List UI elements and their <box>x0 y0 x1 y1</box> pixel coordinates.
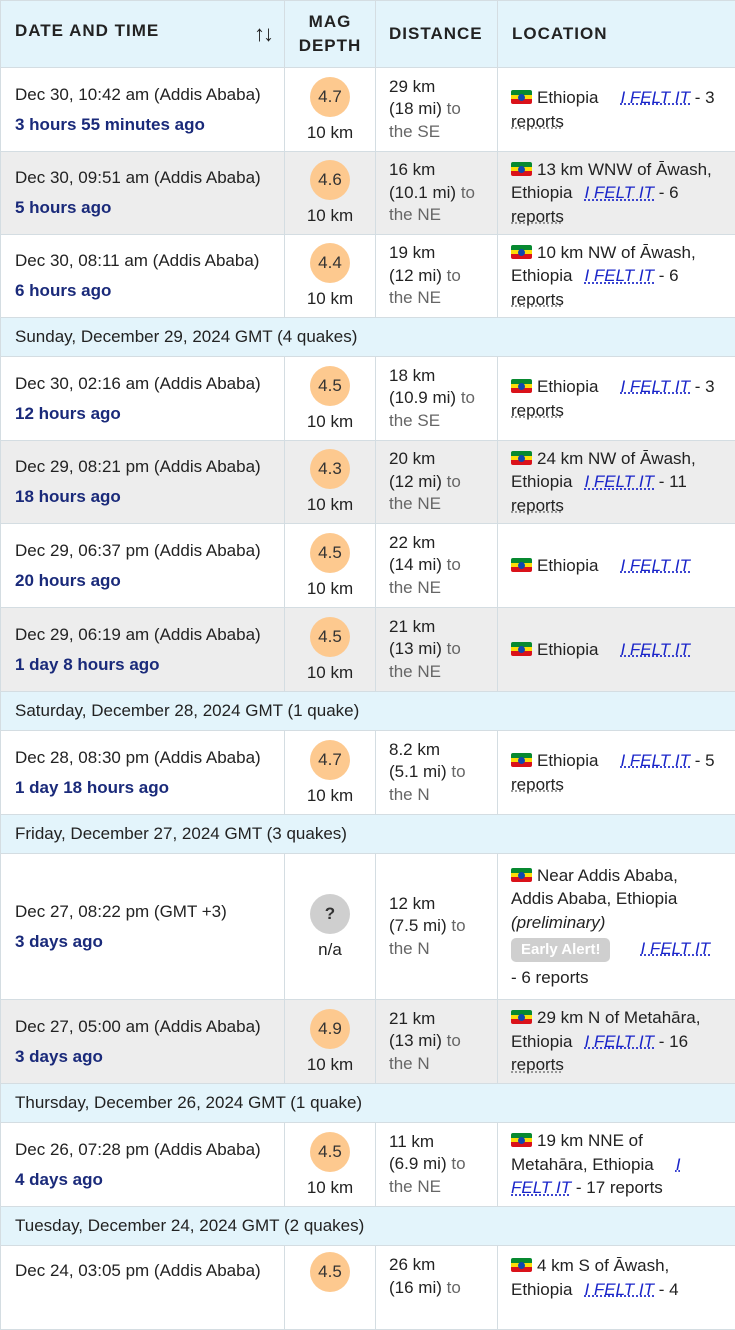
local-time: Dec 30, 08:11 am (Addis Ababa) <box>15 246 283 276</box>
ethiopia-flag-icon <box>511 1010 532 1024</box>
magnitude-badge: 4.9 <box>310 1009 350 1049</box>
ethiopia-flag-icon <box>511 162 532 176</box>
location-name[interactable]: Ethiopia <box>537 556 598 575</box>
i-felt-it-link[interactable]: I FELT IT <box>620 377 690 396</box>
distance-km: 22 km <box>389 532 496 555</box>
distance-cell <box>376 1246 498 1330</box>
i-felt-it-link[interactable]: I FELT IT <box>584 472 654 491</box>
reports-count: - 3 <box>690 377 715 396</box>
local-time: Dec 24, 03:05 pm (Addis Ababa) <box>15 1256 283 1286</box>
mag-depth-cell <box>285 1246 376 1330</box>
location-region[interactable]: Addis Ababa, Ethiopia <box>511 887 725 911</box>
distance-cell <box>376 1000 498 1084</box>
location-cell <box>498 1246 735 1330</box>
distance-to: to <box>447 1031 461 1050</box>
location-name[interactable]: 29 km N of Metahāra, <box>537 1008 700 1027</box>
time-cell <box>1 731 285 815</box>
distance-to: to <box>447 472 461 491</box>
distance-to: to <box>461 183 475 202</box>
local-time: Dec 30, 09:51 am (Addis Ababa) <box>15 163 283 193</box>
table-row[interactable] <box>1 731 735 815</box>
ethiopia-flag-icon <box>511 1133 532 1147</box>
reports-count: - 11 <box>654 472 687 491</box>
mag-depth-cell <box>285 1123 376 1207</box>
table-row[interactable] <box>1 152 735 235</box>
time-ago: 12 hours ago <box>15 399 283 429</box>
header-location[interactable]: LOCATION <box>498 1 735 68</box>
distance-to: to <box>461 388 475 407</box>
distance-cell <box>376 608 498 692</box>
table-row[interactable] <box>1 608 735 692</box>
location-name[interactable]: Ethiopia <box>537 377 598 396</box>
day-heading: Saturday, December 28, 2024 GMT (1 quake) <box>1 692 735 731</box>
time-cell <box>1 854 285 1000</box>
day-heading: Thursday, December 26, 2024 GMT (1 quake) <box>1 1084 735 1123</box>
local-time: Dec 27, 05:00 am (Addis Ababa) <box>15 1012 283 1042</box>
location-country[interactable]: Ethiopia <box>511 1280 572 1299</box>
location-cell <box>498 68 735 152</box>
day-separator <box>1 318 735 357</box>
time-ago: 4 days ago <box>15 1165 283 1195</box>
reports-count: - 5 <box>690 751 715 770</box>
mag-depth-cell <box>285 854 376 1000</box>
distance-to: to <box>451 1154 465 1173</box>
header-date-time[interactable] <box>1 1 285 68</box>
depth-value: n/a <box>285 940 375 960</box>
distance-mi: (12 mi) <box>389 266 442 285</box>
distance-mi: (13 mi) <box>389 1031 442 1050</box>
reports-count: - 6 <box>654 183 679 202</box>
mag-depth-cell <box>285 731 376 815</box>
location-name[interactable]: Near Addis Ababa, <box>537 866 678 885</box>
distance-cell <box>376 441 498 524</box>
time-cell <box>1 1246 285 1330</box>
magnitude-badge: 4.5 <box>310 617 350 657</box>
magnitude-badge: 4.6 <box>310 160 350 200</box>
ethiopia-flag-icon <box>511 245 532 259</box>
distance-to: to <box>447 639 461 658</box>
time-cell <box>1 68 285 152</box>
table-row[interactable] <box>1 1123 735 1207</box>
reports-link[interactable]: - 6 reports <box>511 966 725 990</box>
magnitude-badge: 4.7 <box>310 740 350 780</box>
magnitude-badge: 4.5 <box>310 366 350 406</box>
i-felt-it-link[interactable]: I FELT IT <box>620 556 690 575</box>
reports-count: - 16 <box>654 1032 688 1051</box>
location-cell <box>498 854 735 1000</box>
local-time: Dec 29, 08:21 pm (Addis Ababa) <box>15 452 283 482</box>
header-depth-label: DEPTH <box>285 34 375 58</box>
time-cell <box>1 1123 285 1207</box>
table-row[interactable] <box>1 524 735 608</box>
i-felt-it-link-cont[interactable]: FELT IT <box>511 1178 571 1197</box>
location-cell <box>498 731 735 815</box>
location-name[interactable]: Ethiopia <box>537 751 598 770</box>
time-cell <box>1 524 285 608</box>
table-row[interactable] <box>1 235 735 318</box>
local-time: Dec 30, 10:42 am (Addis Ababa) <box>15 80 283 110</box>
table-row[interactable] <box>1 1000 735 1084</box>
i-felt-it-link[interactable]: I FELT IT <box>620 88 690 107</box>
day-separator <box>1 815 735 854</box>
distance-cell <box>376 235 498 318</box>
location-country[interactable]: Ethiopia <box>511 1032 572 1051</box>
distance-direction: the N <box>389 784 496 807</box>
ethiopia-flag-icon <box>511 451 532 465</box>
distance-mi: (13 mi) <box>389 639 442 658</box>
time-ago: 20 hours ago <box>15 566 283 596</box>
mag-depth-cell <box>285 524 376 608</box>
distance-km: 26 km <box>389 1254 496 1277</box>
location-name[interactable]: 13 km WNW of Āwash, <box>537 160 712 179</box>
day-heading: Friday, December 27, 2024 GMT (3 quakes) <box>1 815 735 854</box>
table-header <box>1 1 735 68</box>
mag-depth-cell <box>285 357 376 441</box>
header-date-time-label: DATE AND TIME <box>15 21 159 40</box>
i-felt-it-link[interactable]: I FELT IT <box>620 751 690 770</box>
sort-arrows-icon[interactable]: ↑↓ <box>254 21 272 47</box>
preliminary-note: (preliminary) <box>511 911 725 935</box>
location-cell <box>498 441 735 524</box>
distance-km: 12 km <box>389 893 496 916</box>
mag-depth-cell <box>285 441 376 524</box>
local-time: Dec 28, 08:30 pm (Addis Ababa) <box>15 743 283 773</box>
distance-to: to <box>447 99 461 118</box>
time-cell <box>1 152 285 235</box>
magnitude-badge: 4.3 <box>310 449 350 489</box>
magnitude-badge: 4.4 <box>310 243 350 283</box>
depth-value: 10 km <box>285 412 375 432</box>
reports-link[interactable]: reports <box>511 290 564 309</box>
time-ago: 18 hours ago <box>15 482 283 512</box>
distance-direction: the SE <box>389 410 496 433</box>
distance-mi: (12 mi) <box>389 472 442 491</box>
location-cell <box>498 357 735 441</box>
distance-to: to <box>447 1278 461 1297</box>
time-ago: 3 days ago <box>15 927 283 957</box>
local-time: Dec 30, 02:16 am (Addis Ababa) <box>15 369 283 399</box>
local-time: Dec 29, 06:19 am (Addis Ababa) <box>15 620 283 650</box>
time-ago: 6 hours ago <box>15 276 283 306</box>
location-country[interactable]: Ethiopia <box>511 266 572 285</box>
location-name[interactable]: 24 km NW of Āwash, <box>537 449 696 468</box>
distance-km: 29 km <box>389 76 496 99</box>
depth-value: 10 km <box>285 1055 375 1075</box>
distance-km: 20 km <box>389 448 496 471</box>
magnitude-badge: 4.5 <box>310 1132 350 1172</box>
time-cell <box>1 441 285 524</box>
time-cell <box>1 1000 285 1084</box>
distance-to: to <box>447 555 461 574</box>
location-cell <box>498 235 735 318</box>
reports-link[interactable]: reports <box>511 401 564 420</box>
ethiopia-flag-icon <box>511 642 532 656</box>
distance-mi: (7.5 mi) <box>389 916 447 935</box>
depth-value: 10 km <box>285 1178 375 1198</box>
table-row[interactable] <box>1 854 735 1000</box>
time-cell <box>1 357 285 441</box>
ethiopia-flag-icon <box>511 558 532 572</box>
local-time: Dec 26, 07:28 pm (Addis Ababa) <box>15 1135 283 1165</box>
depth-value: 10 km <box>285 123 375 143</box>
distance-km: 21 km <box>389 1008 496 1031</box>
reports-link[interactable]: reports <box>511 207 564 226</box>
distance-direction: the NE <box>389 287 496 310</box>
distance-km: 8.2 km <box>389 739 496 762</box>
i-felt-it-link[interactable]: I FELT IT <box>584 183 654 202</box>
time-ago: 3 hours 55 minutes ago <box>15 110 283 140</box>
distance-km: 21 km <box>389 616 496 639</box>
time-ago: 3 days ago <box>15 1042 283 1072</box>
distance-mi: (10.9 mi) <box>389 388 456 407</box>
table-row[interactable] <box>1 357 735 441</box>
distance-direction: the NE <box>389 577 496 600</box>
depth-value: 10 km <box>285 786 375 806</box>
table-row[interactable] <box>1 1246 735 1330</box>
depth-value: 10 km <box>285 495 375 515</box>
distance-direction: the N <box>389 1053 496 1076</box>
location-cell <box>498 152 735 235</box>
reports-link[interactable]: reports <box>511 1055 564 1074</box>
location-cell <box>498 524 735 608</box>
ethiopia-flag-icon <box>511 379 532 393</box>
reports-count: - 3 <box>690 88 715 107</box>
depth-value: 10 km <box>285 206 375 226</box>
reports-link[interactable]: reports <box>511 112 564 131</box>
distance-cell <box>376 854 498 1000</box>
location-cell <box>498 1123 735 1207</box>
magnitude-badge: 4.5 <box>310 1252 350 1292</box>
reports-link[interactable]: - 17 reports <box>571 1178 663 1197</box>
distance-direction: the NE <box>389 1176 496 1199</box>
i-felt-it-link[interactable]: I FELT IT <box>584 1032 654 1051</box>
location-name[interactable]: Ethiopia <box>537 88 598 107</box>
i-felt-it-link[interactable]: I FELT IT <box>620 640 690 659</box>
location-region[interactable]: Metahāra, Ethiopia <box>511 1155 654 1174</box>
distance-direction: the NE <box>389 661 496 684</box>
reports-count: - 4 <box>654 1280 679 1299</box>
location-cell <box>498 608 735 692</box>
distance-mi: (6.9 mi) <box>389 1154 447 1173</box>
distance-mi: (18 mi) <box>389 99 442 118</box>
mag-depth-cell <box>285 1000 376 1084</box>
header-mag-label: MAG <box>285 10 375 34</box>
time-ago: 1 day 18 hours ago <box>15 773 283 803</box>
distance-mi: (14 mi) <box>389 555 442 574</box>
depth-value: 10 km <box>285 663 375 683</box>
distance-to: to <box>451 916 465 935</box>
time-cell <box>1 608 285 692</box>
time-cell <box>1 235 285 318</box>
distance-mi: (5.1 mi) <box>389 762 447 781</box>
header-distance[interactable]: DISTANCE <box>376 1 498 68</box>
distance-direction: the N <box>389 938 496 961</box>
distance-cell <box>376 524 498 608</box>
location-country[interactable]: Ethiopia <box>511 183 572 202</box>
header-mag-depth[interactable] <box>285 1 376 68</box>
distance-km: 16 km <box>389 159 496 182</box>
day-separator <box>1 1084 735 1123</box>
depth-value: 10 km <box>285 289 375 309</box>
distance-km: 19 km <box>389 242 496 265</box>
local-time: Dec 29, 06:37 pm (Addis Ababa) <box>15 536 283 566</box>
time-ago: 5 hours ago <box>15 193 283 223</box>
distance-direction: the NE <box>389 204 496 227</box>
distance-mi: (10.1 mi) <box>389 183 456 202</box>
magnitude-unknown-badge: ? <box>310 894 350 934</box>
table-row[interactable] <box>1 68 735 152</box>
ethiopia-flag-icon <box>511 90 532 104</box>
reports-link[interactable]: reports <box>511 775 564 794</box>
mag-depth-cell <box>285 235 376 318</box>
i-felt-it-link[interactable]: I <box>676 1155 681 1174</box>
distance-km: 11 km <box>389 1131 496 1154</box>
day-separator <box>1 692 735 731</box>
reports-count: - 6 <box>654 266 679 285</box>
distance-direction: the NE <box>389 493 496 516</box>
location-name[interactable]: 19 km NNE of <box>537 1131 643 1150</box>
ethiopia-flag-icon <box>511 1258 532 1272</box>
distance-km: 18 km <box>389 365 496 388</box>
ethiopia-flag-icon <box>511 753 532 767</box>
magnitude-badge: 4.5 <box>310 533 350 573</box>
mag-depth-cell <box>285 68 376 152</box>
i-felt-it-link[interactable]: I FELT IT <box>584 1280 654 1299</box>
mag-depth-cell <box>285 152 376 235</box>
reports-link[interactable]: reports <box>511 496 564 515</box>
location-country[interactable]: Ethiopia <box>511 472 572 491</box>
day-heading: Sunday, December 29, 2024 GMT (4 quakes) <box>1 318 735 357</box>
ethiopia-flag-icon <box>511 868 532 882</box>
day-heading: Tuesday, December 24, 2024 GMT (2 quakes) <box>1 1207 735 1246</box>
distance-cell <box>376 1123 498 1207</box>
distance-to: to <box>451 762 465 781</box>
table-row[interactable] <box>1 441 735 524</box>
location-name[interactable]: 4 km S of Āwash, <box>537 1256 669 1275</box>
local-time: Dec 27, 08:22 pm (GMT +3) <box>15 897 283 927</box>
i-felt-it-link[interactable]: I FELT IT <box>640 939 710 958</box>
location-cell <box>498 1000 735 1084</box>
distance-mi: (16 mi) <box>389 1278 442 1297</box>
depth-value: 10 km <box>285 579 375 599</box>
distance-cell <box>376 357 498 441</box>
day-separator <box>1 1207 735 1246</box>
distance-direction: the SE <box>389 121 496 144</box>
mag-depth-cell <box>285 608 376 692</box>
time-ago: 1 day 8 hours ago <box>15 650 283 680</box>
early-alert-badge: Early Alert! <box>511 938 610 962</box>
magnitude-badge: 4.7 <box>310 77 350 117</box>
location-name[interactable]: 10 km NW of Āwash, <box>537 243 696 262</box>
distance-cell <box>376 68 498 152</box>
i-felt-it-link[interactable]: I FELT IT <box>584 266 654 285</box>
distance-cell <box>376 152 498 235</box>
distance-to: to <box>447 266 461 285</box>
distance-cell <box>376 731 498 815</box>
location-name[interactable]: Ethiopia <box>537 640 598 659</box>
